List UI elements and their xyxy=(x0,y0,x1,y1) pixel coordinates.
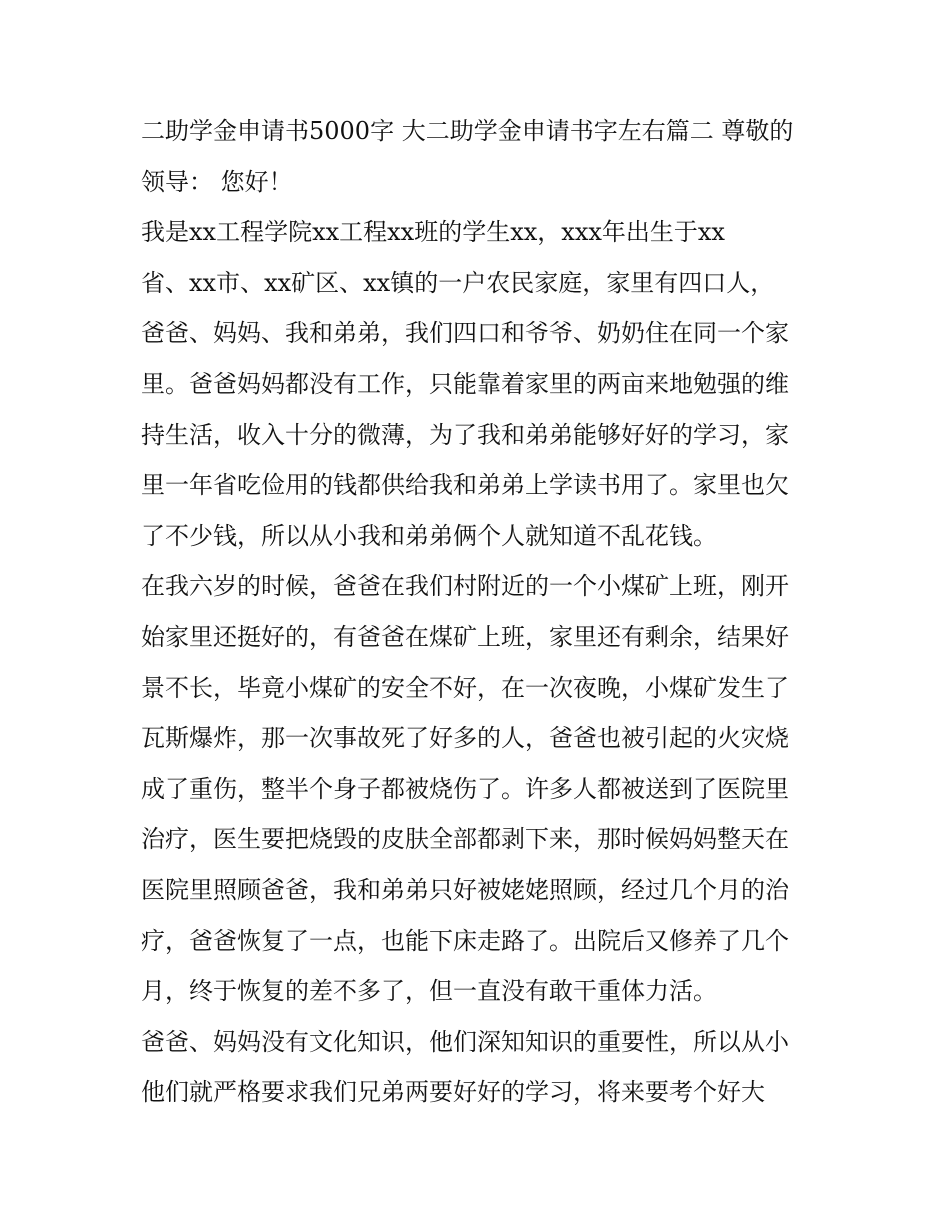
text-line-11: 始家里还挺好的，有爸爸在煤矿上班，家里还有剩余，结果好 xyxy=(141,622,789,651)
text-line-2: 领导： 您好！ xyxy=(141,167,293,196)
text-line-19: 爸爸、妈妈没有文化知识，他们深知知识的重要性，所以从小 xyxy=(141,1027,789,1056)
text-line-5: 爸爸、妈妈、我和弟弟，我们四口和爷爷、奶奶住在同一个家 xyxy=(141,319,789,348)
text-line-4: 省、xx市、xx矿区、xx镇的一户农民家庭，家里有四口人， xyxy=(141,268,775,297)
text-line-12: 景不长，毕竟小煤矿的安全不好，在一次夜晚，小煤矿发生了 xyxy=(141,673,789,702)
document-body xyxy=(141,106,821,1118)
text-line-17: 疗，爸爸恢复了一点，也能下床走路了。出院后又修养了几个 xyxy=(141,926,789,955)
text-line-13: 瓦斯爆炸，那一次事故死了好多的人，爸爸也被引起的火灾烧 xyxy=(141,724,789,753)
text-line-7: 持生活，收入十分的微薄，为了我和弟弟能够好好的学习，家 xyxy=(141,420,789,449)
text-line-8: 里一年省吃俭用的钱都供给我和弟弟上学读书用了。家里也欠 xyxy=(141,471,789,500)
text-line-10: 在我六岁的时候，爸爸在我们村附近的一个小煤矿上班，刚开 xyxy=(141,572,789,601)
text-line-18: 月，终于恢复的差不多了，但一直没有敢干重体力活。 xyxy=(141,977,717,1006)
text-line-1: 二助学金申请书5000字 大二助学金申请书字左右篇二 尊敬的 xyxy=(141,117,794,145)
text-line-6: 里。爸爸妈妈都没有工作，只能靠着家里的两亩来地勉强的维 xyxy=(141,369,789,398)
text-line-20: 他们就严格要求我们兄弟两要好好的学习，将来要考个好大 xyxy=(141,1078,765,1107)
text-line-3: 我是xx工程学院xx工程xx班的学生xx，xxx年出生于xx xyxy=(141,218,725,247)
text-line-14: 成了重伤，整半个身子都被烧伤了。许多人都被送到了医院里 xyxy=(141,774,789,803)
text-line-16: 医院里照顾爸爸，我和弟弟只好被姥姥照顾，经过几个月的治 xyxy=(141,875,789,904)
text-line-9: 了不少钱，所以从小我和弟弟俩个人就知道不乱花钱。 xyxy=(141,521,717,550)
text-line-15: 治疗，医生要把烧毁的皮肤全部都剥下来，那时候妈妈整天在 xyxy=(141,825,789,854)
